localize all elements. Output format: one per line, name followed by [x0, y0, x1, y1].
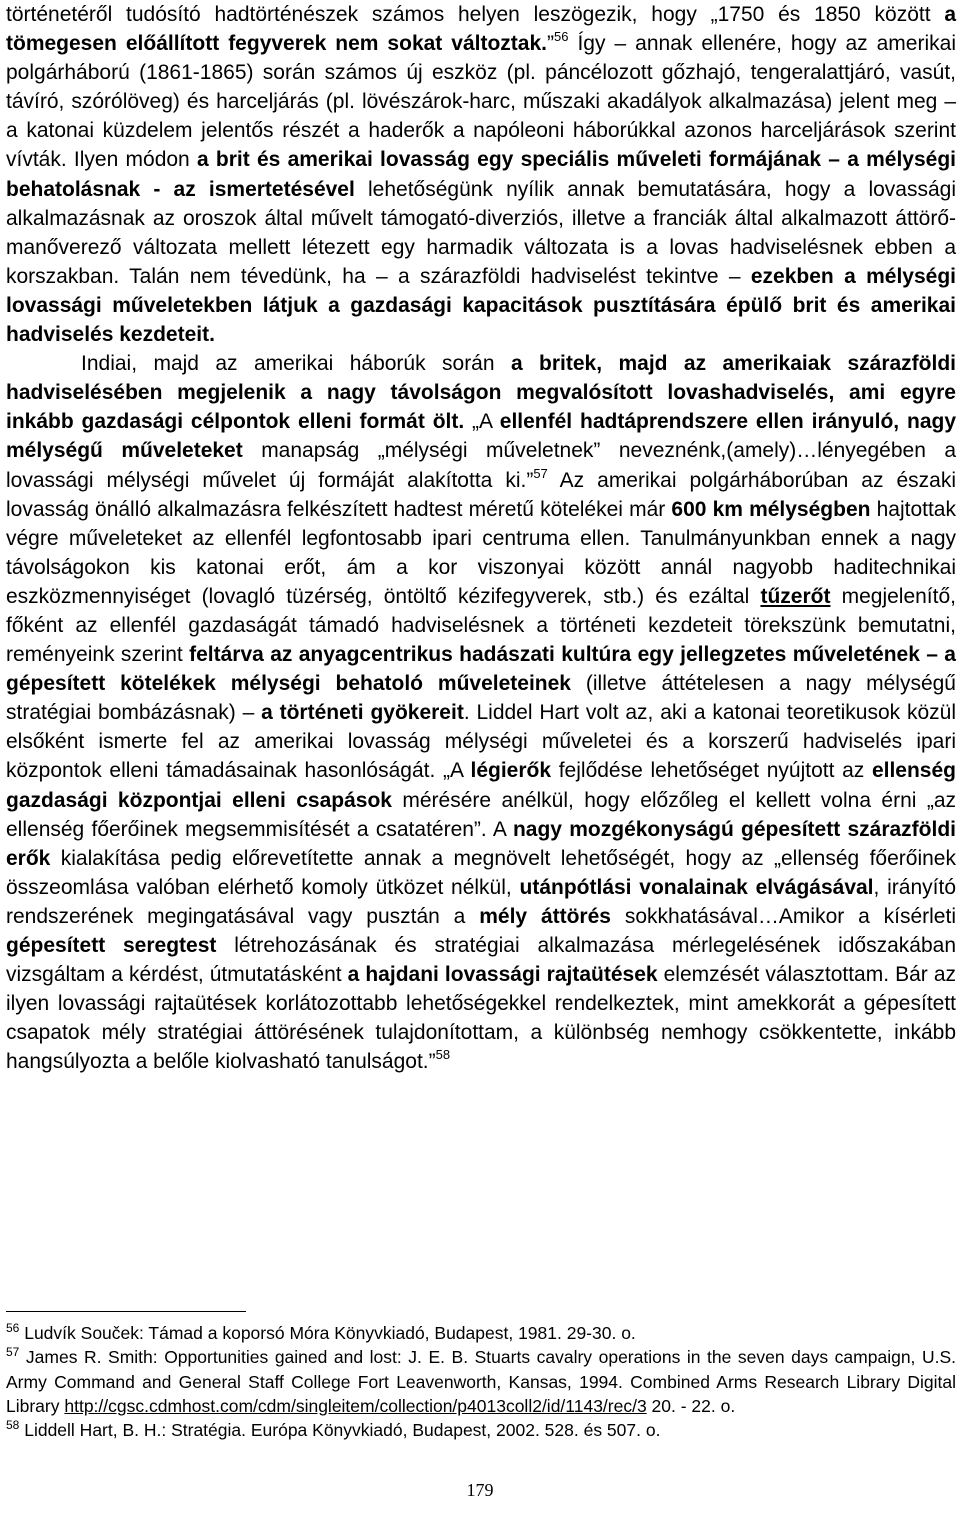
footnote-57 [6, 1345, 956, 1418]
emphasized-text: feltárva az anyagcentrikus hadászati kultúra egy jellegzetes műveletének – a gépesített kötelékek mélységi behatoló műveleteinek [6, 643, 956, 696]
body-text [6, 0, 956, 1076]
footnote-reference: 56 [554, 29, 569, 45]
emphasized-text: ezekben a mélységi lovassági műveletekben látjuk a gazdasági kapacitások pusztítására épülő brit és amerikai hadviselés kezdeteit. [6, 264, 956, 347]
text-run: (illetve áttételesen a nagy mélységű stratégiai bombázásnak) – [6, 672, 956, 725]
emphasized-text: a tömegesen előállított fegyverek nem sokat változtak. [6, 3, 956, 56]
footnote-reference: 58 [435, 1047, 451, 1063]
page-number: 179 [466, 1480, 494, 1500]
text-run: . Liddel Hart volt az, aki a katonai teoretikusok közül elsőként ismerte fel az amerikai lovasság mélységi műveletei és a korszerű hadviselés ipari központok elleni támadásainak hasonlóságát. „A [6, 701, 956, 783]
emphasized-text: utánpótlási vonalainak elvágásával [519, 875, 874, 899]
emphasized-text: a történeti gyökereit [261, 701, 464, 725]
text-run: Indiai, majd az amerikai háborúk során [81, 352, 511, 376]
paragraph-1 [6, 0, 956, 349]
emphasized-text: a brit és amerikai lovasság egy speciális műveleti formájának – a mélységi behatolásnak - az ismertetésével [6, 148, 957, 201]
text-run: történetéről tudósító hadtörténészek számos helyen leszögezik, hogy „1750 és 1850 között [6, 3, 945, 26]
text-run: fejlődése lehetőséget nyújtott az [551, 759, 872, 783]
emphasized-text: ellenfél hadtáprendszere ellen irányuló, nagy mélységű műveleteket [6, 410, 956, 463]
text-run: hajtottak végre műveleteket az ellenfél legfontosabb ipari centruma ellen. Tanulmányunkban ennek a nagy távolságokon kis katonai erőt, ám a kor viszonyai között annál nagyobb haditechnikai eszközmennyiséget (lovagló tüzérség, öntöltő kézifegyverek, stb.) és ezáltal [6, 497, 956, 608]
emphasized-text: légierők [470, 759, 552, 783]
text-run: ” [547, 32, 554, 56]
footnote-text-tail: 20. - 22. o. [646, 1395, 736, 1416]
text-run: Így – annak ellenére, hogy az amerikai polgárháború (1861-1865) során számos új eszköz (pl. páncélozott gőzhajó, tengeralattjáró, vasút, távíró, szórólöveg) és harceljárás (pl. lövészárok-harc, műszaki akadályok alkalmazása) jelent meg – a katonai küzdelem jelentős részét a haderők a napóleoni háborúkkal azonos harceljárások szerint vívták. Ilyen módon [6, 32, 956, 172]
emphasized-text: gépesített seregtest [6, 934, 217, 957]
footnote-text: James R. Smith: Opportunities gained and lost: J. E. B. Stuarts cavalry operations in the seven days campaign, U.S. Army Command and General Staff College Fort Leavenworth, Kansas, 1994. Combined Arms Research Library Digital Library [6, 1347, 956, 1416]
footnote-56 [6, 1321, 956, 1345]
emphasized-text: a hajdani lovassági rajtaütések [347, 963, 658, 987]
footnote-number: 57 [6, 1345, 20, 1360]
text-run: Az amerikai polgárháborúban az északi lovasság önálló alkalmazásra felkészített hadtest méretű kötelékei már [6, 468, 956, 521]
text-run: „A [464, 410, 500, 434]
footnote-number: 58 [6, 1418, 20, 1433]
paragraph-2 [6, 349, 956, 1076]
text-run: lehetőségünk nyílik annak bemutatására, hogy a lovassági alkalmazásnak az oroszok által művelt támogató-diverziós, illetve a franciák által alkalmazott áttörő-manőverező változata mellett létezett egy harmadik változata is a lovas hadviselésnek ebben a korszakban. Talán nem tévedünk, ha – a szárazföldi hadviselést tekintve – [6, 177, 956, 288]
text-run: mérésére anélkül, hogy előzőleg el kellett volna érni „az ellenség főerőinek megsemmisítését a csatatéren”. A [6, 788, 956, 841]
footnote-text: Liddell Hart, B. H.: Stratégia. Európa Könyvkiadó, Budapest, 2002. 528. és 507. o. [19, 1420, 661, 1441]
footnote-58 [6, 1418, 956, 1442]
text-run: létrehozásának és stratégiai alkalmazása mérlegelésének időszakában vizsgáltam a kérdést, útmutatásként [6, 934, 956, 987]
emphasized-text: mély áttörés [479, 904, 611, 928]
footnote-reference: 57 [533, 465, 548, 481]
text-run: elemzését választottam. Bár az ilyen lovassági rajtaütések korlátozottabb lehetőségekkel rendelkeztek, mint amekkorát a gépesített csapatok mély stratégiai áttörésének tulajdonítottam, a különbség nemhogy csökkentette, inkább hangsúlyozta a belőle kiolvasható tanulságot.” [6, 963, 956, 1074]
emphasized-text: tűzerőt [760, 584, 831, 608]
emphasized-text: 600 km mélységben [671, 497, 871, 521]
text-run: kialakítása pedig előrevetítette annak a megnövelt lehetőségét, hogy az „ellenség főerőinek összeomlása valóban elérhető komoly ütközet nélkül, [6, 846, 956, 899]
footnote-divider [6, 1311, 246, 1312]
footnote-number: 56 [6, 1321, 20, 1335]
emphasized-text: nagy mozgékonyságú gépesített szárazföldi erők [6, 817, 957, 870]
footnote-link[interactable]: http://cgsc.cdmhost.com/cdm/singleitem/collection/p4013coll2/id/1143/rec/3 [64, 1395, 647, 1416]
text-run: sokkhatásával…Amikor a kísérleti [610, 904, 956, 928]
text-run: megjelenítő, főként az ellenfél gazdaságát támadó hadviselésnek a történeti kezdeteit törekszünk bemutatni, reményeink szerint [6, 584, 956, 667]
text-run: , irányító rendszerének megingatásával vagy pusztán a [6, 875, 956, 928]
emphasized-text: ellenség gazdasági központjai elleni csapások [6, 759, 956, 812]
emphasized-text: a britek, majd az amerikaiak szárazföldi hadviselésében megjelenik a nagy távolságon megvalósított lovashadviselés, ami egyre inkább gazdasági célpontok elleni formát ölt. [6, 352, 956, 434]
footnotes [6, 1321, 956, 1442]
footnote-text: Ludvík Souček: Támad a koporsó Móra Könyvkiadó, Budapest, 1981. 29-30. o. [19, 1323, 636, 1343]
text-run: manapság „mélységi műveletnek” neveznénk,(amely)…lényegében a lovassági mélységi művelet új formáját alakította ki.” [6, 439, 957, 492]
